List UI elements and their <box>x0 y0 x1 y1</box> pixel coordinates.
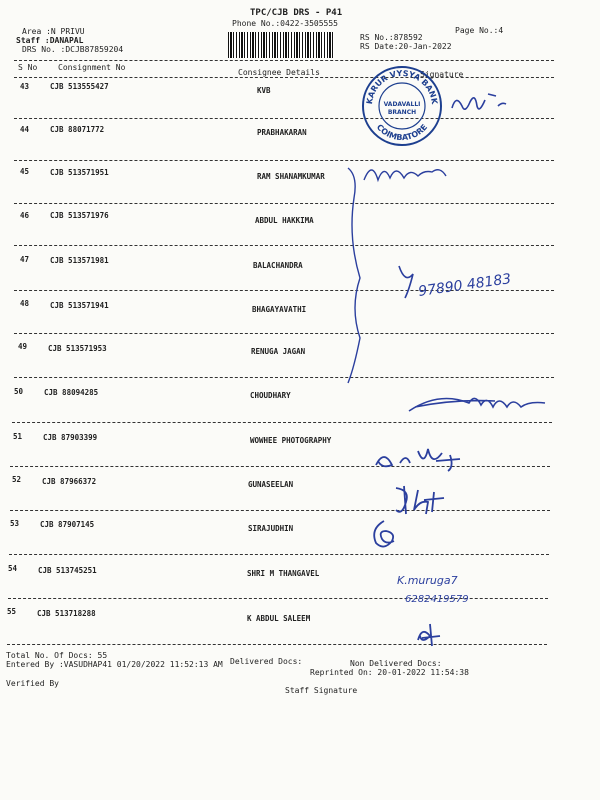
delivered-docs: Delivered Docs: <box>230 657 303 666</box>
row-consignment: CJB 513555427 <box>50 82 109 91</box>
row-consignee: PRABHAKARAN <box>257 128 307 137</box>
row-consignee: ABDUL HAKKIMA <box>255 216 314 225</box>
row-consignment: CJB 513571981 <box>50 256 109 265</box>
handwritten-phone-54: 6282419579 <box>405 594 469 605</box>
page-title: TPC/CJB DRS - P41 <box>250 8 343 18</box>
row-sno: 49 <box>18 342 28 351</box>
row-consignment: CJB 513571953 <box>48 344 107 353</box>
handwritten-name-54: K.muruga7 <box>397 574 458 587</box>
staff-signature-label: Staff Signature <box>285 686 358 695</box>
signature-43 <box>448 88 518 120</box>
stamp-bank-name: KARUR VYSYA BANK <box>364 68 440 105</box>
row-consignment: CJB 513745251 <box>38 566 97 575</box>
col-header-consignee: Consignee Details <box>238 68 320 77</box>
row-consignment: CJB 87966372 <box>42 477 97 486</box>
signature-53 <box>368 515 408 557</box>
row-sno: 55 <box>7 607 17 616</box>
col-header-consignment: Consignment No <box>58 63 126 72</box>
stamp-branch-label: BRANCH <box>387 109 417 116</box>
row-consignee: RAM SHANAMKUMAR <box>257 172 325 181</box>
staff-label: Staff :DANAPAL <box>16 36 84 45</box>
row-consignment: CJB 513571951 <box>50 168 109 177</box>
row-sno: 43 <box>20 82 30 91</box>
row-consignment: CJB 513718288 <box>37 609 96 618</box>
row-consignee: GUNASEELAN <box>248 480 294 489</box>
rs-date: RS Date:20-Jan-2022 <box>360 42 452 51</box>
row-consignment: CJB 513571976 <box>50 211 109 220</box>
total-docs: Total No. Of Docs: 55 <box>6 651 108 660</box>
row-consignee: RENUGA JAGAN <box>251 347 306 356</box>
row-sno: 53 <box>10 519 20 528</box>
row-consignee: KVB <box>257 86 271 95</box>
col-header-sno: S No <box>18 63 38 72</box>
rs-number: RS No.:878592 <box>360 33 423 42</box>
row-sno: 46 <box>20 211 30 220</box>
page-number: Page No.:4 <box>455 26 504 35</box>
non-delivered-docs: Non Delivered Docs: <box>350 659 442 668</box>
row-sno: 52 <box>12 475 22 484</box>
row-consignment: CJB 88071772 <box>50 125 105 134</box>
signature-47 <box>395 258 555 308</box>
row-consignee: BALACHANDRA <box>253 261 303 270</box>
row-sno: 44 <box>20 125 30 134</box>
area-label: Area :N PRIVU <box>22 27 85 36</box>
signature-55 <box>412 620 452 652</box>
row-consignee: WOWHEE PHOTOGRAPHY <box>250 436 332 445</box>
signature-51 <box>370 445 480 477</box>
row-sno: 51 <box>13 432 23 441</box>
row-consignee: BHAGAYAVATHI <box>252 305 307 314</box>
phone-number: Phone No.:0422-3505555 <box>232 19 338 28</box>
col-header-signature: Signature <box>420 70 464 79</box>
row-sno: 47 <box>20 255 30 264</box>
stamp-branch-name: VADAVALLI <box>383 101 421 108</box>
row-consignment: CJB 88094285 <box>44 388 99 397</box>
row-consignee: SIRAJUDHIN <box>248 524 294 533</box>
row-sno: 54 <box>8 564 18 573</box>
row-consignment: CJB 87903399 <box>43 433 98 442</box>
handwritten-phone-47: 97890 48183 <box>417 271 513 300</box>
stamp-city: COIMBATORE <box>374 122 430 143</box>
row-consignee: SHRI M THANGAVEL <box>247 569 320 578</box>
barcode <box>228 32 334 58</box>
reprinted-on: Reprinted On: 20-01-2022 11:54:38 <box>310 668 469 677</box>
row-consignment: CJB 513571941 <box>50 301 109 310</box>
verified-by: Verified By <box>6 679 59 688</box>
signature-54 <box>395 570 515 614</box>
row-consignment: CJB 87907145 <box>40 520 95 529</box>
row-sno: 45 <box>20 167 30 176</box>
divider <box>14 60 554 61</box>
entered-by: Entered By :VASUDHAP41 01/20/2022 11:52:13 AM <box>6 660 223 669</box>
row-consignee: CHOUDHARY <box>250 391 291 400</box>
row-consignee: K ABDUL SALEEM <box>247 614 311 623</box>
divider <box>14 77 554 78</box>
signature-50 <box>405 385 555 422</box>
row-sno: 48 <box>20 299 30 308</box>
bank-stamp <box>360 64 444 148</box>
row-sno: 50 <box>14 387 24 396</box>
drs-number: DRS No. :DCJB87859204 <box>22 45 124 54</box>
